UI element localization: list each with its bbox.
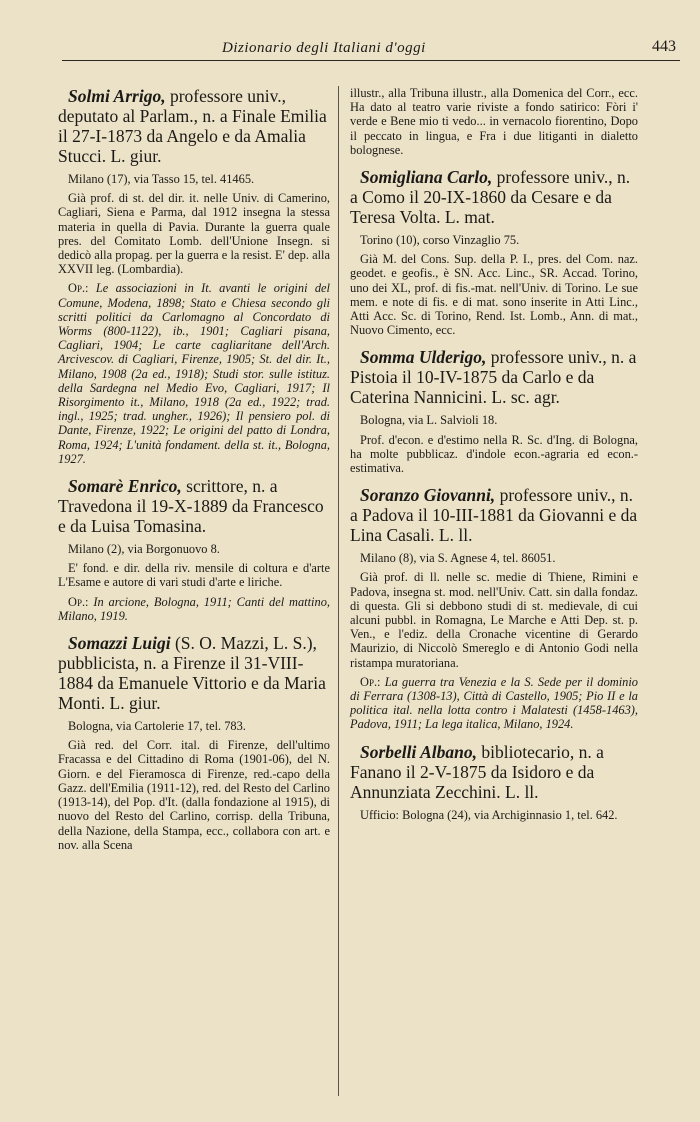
entry-name: Somarè Enrico, (68, 476, 182, 497)
entry-address: Milano (8), via S. Agnese 4, tel. 86051. (360, 551, 556, 566)
right-column (350, 86, 638, 832)
entry (58, 86, 330, 466)
entry-summary: professore univ., n. a Padova il 10-III-1881 da Giovanni e da Lina Casali. L. ll. (350, 485, 638, 546)
entry (350, 485, 638, 731)
entry-summary: professore univ., n. a Como il 20-IX-1860 da Cesare e da Teresa Volta. L. mat. (350, 167, 631, 228)
entry-heading (58, 86, 330, 166)
entry-summary: professore univ., deputato al Parlam., n. a Finale Emilia il 27-I-1873 da Angelo e da Amalia Stucci. L. giur. (58, 86, 327, 166)
entry-heading (58, 633, 330, 713)
works-label: Op.: (68, 594, 89, 609)
entry-address: Bologna, via L. Salvioli 18. (360, 413, 498, 428)
entry-name: Somma Ulderigo, (360, 347, 487, 368)
page-header (62, 38, 680, 61)
entry-address: Torino (10), corso Vinzaglio 75. (360, 233, 520, 248)
entry (58, 476, 330, 623)
entry-address: Milano (2), via Borgonuovo 8. (68, 542, 220, 557)
entry-name: Soranzo Giovanni, (360, 485, 496, 506)
running-title: Dizionario degli Italiani d'oggi (222, 40, 426, 56)
column-divider (338, 86, 339, 1096)
works-list: La guerra tra Venezia e la S. Sede per il dominio di Ferrara (1308-13), Città di Castello, 1905; Pio II e la politica ital. nella lotta contro i Malatesti (1458-1463), Padova, 1911; La lega italica, Milano, 1924. (350, 674, 638, 732)
works-list: Le associazioni in It. avanti le origini del Comune, Modena, 1898; Stato e Chiesa secondo gli scritti politici da Carlomagno al Concordato di Worms (800-1122), ib., 1901; Cagliari pisana, Cagliari, 1904; Le carte cagliaritane dell'Arch. Arcivescov. di Cagliari, Firenze, 1905; St. del dir. It., Milano, 1908 (2a ed., 1918); Studi stor. sulle istituz. della Sardegna nel Medio Evo, Cagliari, 1917; Il Risorgimento it., Milano, 1918 (2a ed., 1922; trad. ingl., 1925; trad. ungher., 1926); Il pensiero pol. di Dante, Firenze, 1922; Le origini del patto di Londra, Roma, 1924; L'unità fondament. della st. it., Bologna, 1927. (58, 281, 330, 466)
entry-heading (58, 476, 330, 536)
entry-address: Bologna, via Cartolerie 17, tel. 783. (68, 719, 246, 734)
works-label: Op.: (360, 674, 381, 689)
entry-biography: Già red. del Corr. ital. di Firenze, dell'ultimo Fracassa e del Cittadino di Roma (1901-06), del N. Giorn. e del Fieramosca di Firenze, red.-capo della Gazz. dell'Emilia (1911-12), red. del Resto del Carlino (1913-14), del Pop. d'It. (dalla fondazione al 1915), di nuovo del Resto del Carlino, corrisp. della Tribuna, della Nazione, della Stampa, ecc., collabora con art. e nov. alla Scena (58, 738, 330, 852)
entry-address: Milano (17), via Tasso 15, tel. 41465. (68, 172, 255, 186)
entry-summary: professore univ., n. a Pistoia il 10-IV-1875 da Carlo e da Caterina Nannicini. L. sc. agr. (350, 347, 637, 408)
entry-heading (350, 742, 638, 802)
entry-biography: Già M. del Cons. Sup. della P. I., pres. del Com. naz. geodet. e geofis., è SN. Acc. Linc., SR. Accad. Torino, uno dei XL, prof. di fis.-mat. nell'Univ. di Torino. Le sue mem. e note di fis. e di mat. sono inserite in Atti Linc., Atti Acc. Sc. di Torino, Rend. Ist. Lomb., Ann. di mat., Nuovo Cimento, ecc. (350, 252, 638, 338)
entry-summary: (S. O. Mazzi, L. S.), pubblicista, n. a Firenze il 31-VIII-1884 da Emanuele Vittorio e da Maria Monti. L. giur. (58, 633, 326, 714)
left-column (58, 86, 330, 862)
entry (350, 167, 638, 337)
entry-summary: scrittore, n. a Travedona il 19-X-1889 da Francesco e da Luisa Tomasina. (58, 476, 324, 537)
entry-name: Somigliana Carlo, (360, 167, 493, 188)
entry (350, 347, 638, 475)
entry-heading (350, 347, 638, 407)
entry (350, 742, 638, 822)
entry-biography: Già prof. di st. del dir. it. nelle Univ. di Camerino, Cagliari, Siena e Parma, dal 1912 insegna la stessa materia in quella di Pavia. Durante la guerra quale pres. del Comitato Lomb. dell'Unione Insegn. si dedicò alla propag. per la guerra e la resist. E' dep. alla XXVII leg. (Lombardia). (58, 191, 330, 277)
entry-summary: bibliotecario, n. a Fanano il 2-V-1875 da Isidoro e da Annunziata Zecchini. L. ll. (350, 741, 604, 802)
works-label: Op.: (68, 281, 89, 296)
entry-address: Ufficio: Bologna (24), via Archiginnasio 1, tel. 642. (360, 807, 618, 822)
works-list: In arcione, Bologna, 1911; Canti del mattino, Milano, 1919. (58, 594, 330, 623)
entry-biography: Prof. d'econ. e d'estimo nella R. Sc. d'Ing. di Bologna, ha molte pubblicaz. d'indole econ.-agraria ed econ.-estimativa. (350, 432, 638, 476)
entry-biography: Già prof. di ll. nelle sc. medie di Thiene, Rimini e Padova, insegna st. mod. nell'Univ. Catt. sin dalla fondaz. di questa. Gli si debbono studi di st. medievale, di cui alcuni pubbl. in Romagna, Le Marche e Atti Dep. st. p. Ven., e l'ediz. della Cronache vicentine di Gerardo Maurizio, di Niccolò Smereglo e di Antonio Godi nella ristampa muratoriana. (350, 570, 638, 670)
entry-continuation (350, 86, 638, 157)
entry-name: Sorbelli Albano, (360, 741, 478, 762)
entry-biography: E' fond. e dir. della riv. mensile di coltura e d'arte L'Esame e autore di vari studi d'arte e liriche. (58, 561, 330, 590)
entry-heading (350, 167, 638, 227)
entry-works (350, 675, 638, 732)
entry-works (58, 281, 330, 466)
entry-biography: illustr., alla Tribuna illustr., alla Domenica del Corr., ecc. Ha dato al teatro varie riviste a fondo satirico: Fòri i' verde e Bene mio ti vedo... in vernacolo fiorentino, Dopo il peccato in lingua, e Fra i due litiganti in dialetto bolognese. (350, 86, 638, 157)
entry-name: Somazzi Luigi (68, 633, 171, 654)
entry-heading (350, 485, 638, 545)
entry-works (58, 595, 330, 623)
entry-name: Solmi Arrigo, (68, 86, 166, 106)
page-number: 443 (652, 38, 676, 55)
entry (58, 633, 330, 852)
